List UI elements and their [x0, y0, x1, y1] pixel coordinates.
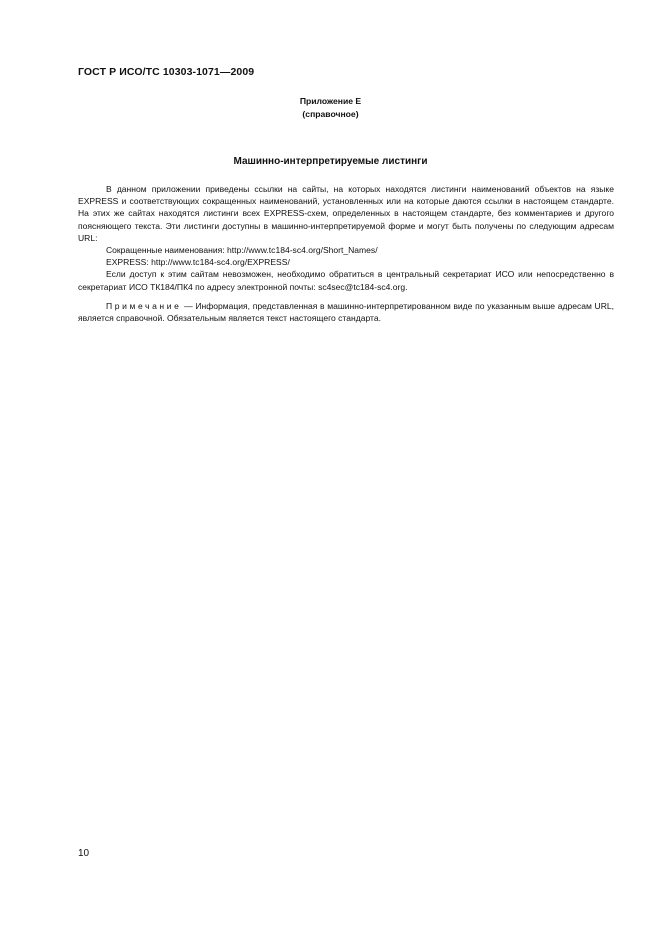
note-label: Примечание: [106, 300, 182, 311]
express-url: EXPRESS: http://www.tc184-sc4.org/EXPRESS/: [106, 257, 290, 268]
note-text: — Информация, представленная в машинно-интерпретированном виде по указанным выше адресам URL, является справочной. Обязательным является текст настоящего стандарта.: [78, 300, 614, 324]
intro-paragraph: В данном приложении приведены ссылки на сайты, на которых находятся листинги наименований объектов на языке EXPRESS и соответствующих сокращенных наименований, установленных или на которые даются ссылки в настоящем стандарте. На этих же сайтах находятся листинги всех EXPRESS-схем, определенных в настоящем стандарте, без комментариев и другого поясняющего текста. Эти листинги доступны в машинно-интерпретируемой форме и могут быть получены по следующим адресам URL:: [78, 184, 614, 243]
standard-designation: ГОСТ Р ИСО/ТС 10303-1071—2009: [78, 66, 255, 78]
appendix-title: Приложение Е: [299, 96, 362, 106]
appendix-kind: (справочное): [302, 109, 359, 119]
contact-paragraph: Если доступ к этим сайтам невозможен, необходимо обратиться в центральный секретариат ИСО или непосредственно в секретариат ИСО ТК184/ПК4 по адресу электронной почты: sc4sec@tc184-sc4.org.: [78, 269, 614, 292]
section-title: Машинно-интерпретируемые листинги: [233, 156, 428, 167]
page-number: 10: [78, 848, 90, 859]
body-text: [78, 183, 614, 333]
short-names-url: Сокращенные наименования: http://www.tc184-sc4.org/Short_Names/: [106, 245, 378, 256]
appendix-heading: [0, 95, 661, 121]
note-paragraph: [78, 300, 614, 324]
